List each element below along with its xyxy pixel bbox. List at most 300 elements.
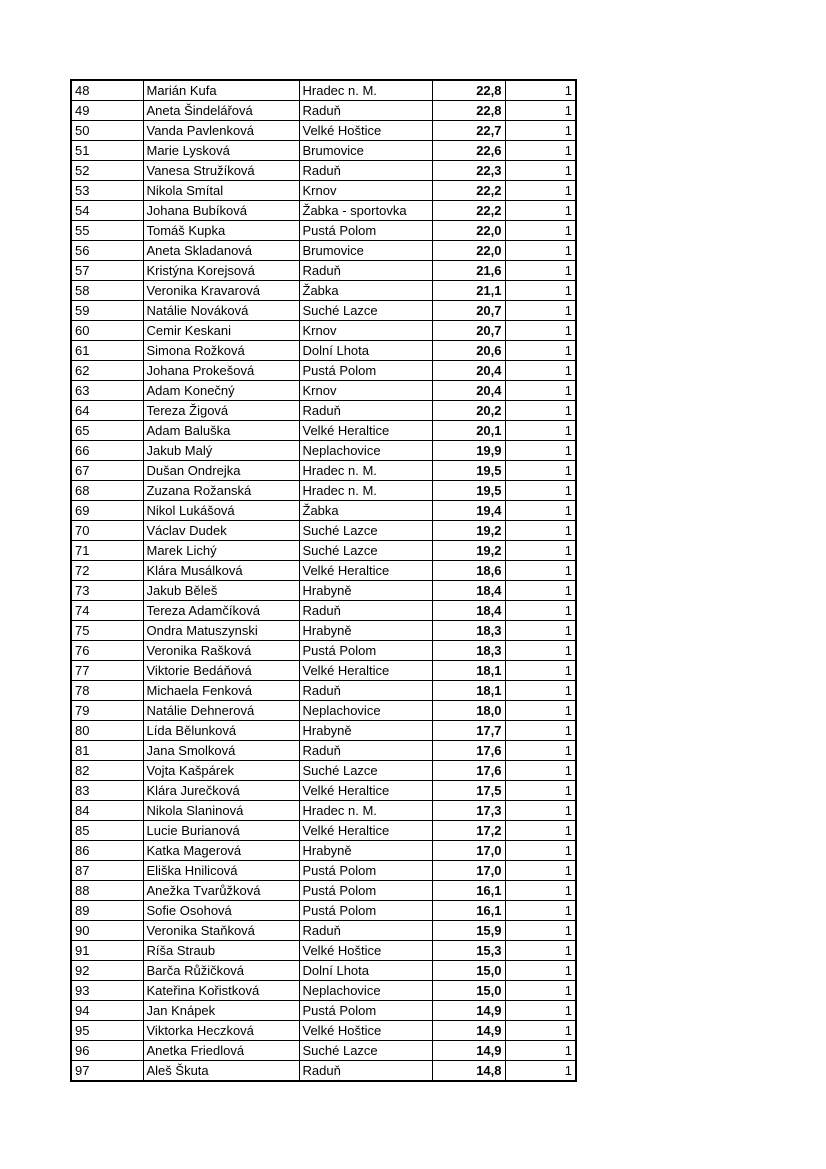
table-row xyxy=(71,121,576,141)
score-cell: 21,6 xyxy=(432,261,505,281)
rank-cell: 73 xyxy=(71,581,143,601)
name-cell: Vanesa Stružíková xyxy=(143,161,299,181)
rank-cell: 52 xyxy=(71,161,143,181)
results-table xyxy=(70,79,577,1082)
count-cell: 1 xyxy=(505,341,576,361)
table-row xyxy=(71,80,576,101)
club-cell: Raduň xyxy=(299,681,432,701)
score-cell: 18,3 xyxy=(432,621,505,641)
club-cell: Dolní Lhota xyxy=(299,961,432,981)
score-cell: 20,4 xyxy=(432,381,505,401)
score-cell: 14,9 xyxy=(432,1021,505,1041)
rank-cell: 50 xyxy=(71,121,143,141)
club-cell: Raduň xyxy=(299,261,432,281)
score-cell: 18,4 xyxy=(432,581,505,601)
table-row xyxy=(71,241,576,261)
table-row xyxy=(71,321,576,341)
table-row xyxy=(71,281,576,301)
club-cell: Pustá Polom xyxy=(299,881,432,901)
count-cell: 1 xyxy=(505,841,576,861)
rank-cell: 68 xyxy=(71,481,143,501)
rank-cell: 65 xyxy=(71,421,143,441)
rank-cell: 51 xyxy=(71,141,143,161)
table-row xyxy=(71,561,576,581)
count-cell: 1 xyxy=(505,221,576,241)
table-row xyxy=(71,861,576,881)
score-cell: 19,2 xyxy=(432,541,505,561)
rank-cell: 84 xyxy=(71,801,143,821)
rank-cell: 77 xyxy=(71,661,143,681)
score-cell: 20,1 xyxy=(432,421,505,441)
rank-cell: 61 xyxy=(71,341,143,361)
name-cell: Veronika Staňková xyxy=(143,921,299,941)
score-cell: 15,3 xyxy=(432,941,505,961)
score-cell: 14,9 xyxy=(432,1001,505,1021)
name-cell: Veronika Rašková xyxy=(143,641,299,661)
count-cell: 1 xyxy=(505,761,576,781)
score-cell: 19,2 xyxy=(432,521,505,541)
count-cell: 1 xyxy=(505,101,576,121)
name-cell: Ondra Matuszynski xyxy=(143,621,299,641)
score-cell: 20,2 xyxy=(432,401,505,421)
score-cell: 17,0 xyxy=(432,841,505,861)
name-cell: Jakub Malý xyxy=(143,441,299,461)
count-cell: 1 xyxy=(505,701,576,721)
club-cell: Neplachovice xyxy=(299,981,432,1001)
count-cell: 1 xyxy=(505,621,576,641)
count-cell: 1 xyxy=(505,381,576,401)
rank-cell: 63 xyxy=(71,381,143,401)
rank-cell: 83 xyxy=(71,781,143,801)
rank-cell: 55 xyxy=(71,221,143,241)
rank-cell: 81 xyxy=(71,741,143,761)
table-row xyxy=(71,981,576,1001)
table-row xyxy=(71,781,576,801)
rank-cell: 89 xyxy=(71,901,143,921)
table-row xyxy=(71,181,576,201)
club-cell: Velké Heraltice xyxy=(299,821,432,841)
table-row xyxy=(71,821,576,841)
score-cell: 17,2 xyxy=(432,821,505,841)
name-cell: Johana Prokešová xyxy=(143,361,299,381)
rank-cell: 59 xyxy=(71,301,143,321)
name-cell: Lucie Burianová xyxy=(143,821,299,841)
score-cell: 19,5 xyxy=(432,481,505,501)
score-cell: 14,8 xyxy=(432,1061,505,1082)
score-cell: 18,0 xyxy=(432,701,505,721)
name-cell: Cemir Keskani xyxy=(143,321,299,341)
rank-cell: 88 xyxy=(71,881,143,901)
table-row xyxy=(71,301,576,321)
club-cell: Raduň xyxy=(299,921,432,941)
club-cell: Raduň xyxy=(299,161,432,181)
table-row xyxy=(71,341,576,361)
rank-cell: 72 xyxy=(71,561,143,581)
rank-cell: 66 xyxy=(71,441,143,461)
score-cell: 18,3 xyxy=(432,641,505,661)
club-cell: Brumovice xyxy=(299,241,432,261)
score-cell: 19,9 xyxy=(432,441,505,461)
rank-cell: 56 xyxy=(71,241,143,261)
club-cell: Velké Hoštice xyxy=(299,1021,432,1041)
score-cell: 20,6 xyxy=(432,341,505,361)
club-cell: Pustá Polom xyxy=(299,221,432,241)
table-row xyxy=(71,521,576,541)
count-cell: 1 xyxy=(505,781,576,801)
name-cell: Zuzana Rožanská xyxy=(143,481,299,501)
club-cell: Velké Heraltice xyxy=(299,421,432,441)
score-cell: 16,1 xyxy=(432,901,505,921)
name-cell: Jana Smolková xyxy=(143,741,299,761)
rank-cell: 62 xyxy=(71,361,143,381)
rank-cell: 87 xyxy=(71,861,143,881)
name-cell: Aleš Škuta xyxy=(143,1061,299,1082)
name-cell: Lída Bělunková xyxy=(143,721,299,741)
name-cell: Veronika Kravarová xyxy=(143,281,299,301)
rank-cell: 90 xyxy=(71,921,143,941)
name-cell: Viktorie Bedáňová xyxy=(143,661,299,681)
count-cell: 1 xyxy=(505,881,576,901)
score-cell: 16,1 xyxy=(432,881,505,901)
club-cell: Žabka xyxy=(299,501,432,521)
club-cell: Velké Hoštice xyxy=(299,121,432,141)
name-cell: Nikola Slaninová xyxy=(143,801,299,821)
name-cell: Sofie Osohová xyxy=(143,901,299,921)
count-cell: 1 xyxy=(505,1001,576,1021)
name-cell: Anetka Friedlová xyxy=(143,1041,299,1061)
rank-cell: 69 xyxy=(71,501,143,521)
table-row xyxy=(71,261,576,281)
score-cell: 17,5 xyxy=(432,781,505,801)
count-cell: 1 xyxy=(505,80,576,101)
name-cell: Ríša Straub xyxy=(143,941,299,961)
club-cell: Raduň xyxy=(299,741,432,761)
table-row xyxy=(71,461,576,481)
table-row xyxy=(71,381,576,401)
count-cell: 1 xyxy=(505,901,576,921)
name-cell: Aneta Skladanová xyxy=(143,241,299,261)
name-cell: Vojta Kašpárek xyxy=(143,761,299,781)
name-cell: Viktorka Heczková xyxy=(143,1021,299,1041)
club-cell: Raduň xyxy=(299,601,432,621)
score-cell: 22,7 xyxy=(432,121,505,141)
rank-cell: 86 xyxy=(71,841,143,861)
rank-cell: 49 xyxy=(71,101,143,121)
table-row xyxy=(71,721,576,741)
count-cell: 1 xyxy=(505,641,576,661)
count-cell: 1 xyxy=(505,501,576,521)
club-cell: Suché Lazce xyxy=(299,1041,432,1061)
club-cell: Brumovice xyxy=(299,141,432,161)
club-cell: Hrabyně xyxy=(299,581,432,601)
name-cell: Barča Růžičková xyxy=(143,961,299,981)
count-cell: 1 xyxy=(505,261,576,281)
score-cell: 22,8 xyxy=(432,101,505,121)
name-cell: Marián Kufa xyxy=(143,80,299,101)
count-cell: 1 xyxy=(505,121,576,141)
name-cell: Adam Baluška xyxy=(143,421,299,441)
table-row xyxy=(71,101,576,121)
count-cell: 1 xyxy=(505,1021,576,1041)
table-row xyxy=(71,641,576,661)
club-cell: Suché Lazce xyxy=(299,761,432,781)
club-cell: Raduň xyxy=(299,401,432,421)
name-cell: Michaela Fenková xyxy=(143,681,299,701)
name-cell: Klára Jurečková xyxy=(143,781,299,801)
rank-cell: 70 xyxy=(71,521,143,541)
name-cell: Johana Bubíková xyxy=(143,201,299,221)
count-cell: 1 xyxy=(505,581,576,601)
count-cell: 1 xyxy=(505,401,576,421)
name-cell: Vanda Pavlenková xyxy=(143,121,299,141)
table-row xyxy=(71,1041,576,1061)
score-cell: 14,9 xyxy=(432,1041,505,1061)
score-cell: 22,8 xyxy=(432,80,505,101)
score-cell: 20,7 xyxy=(432,301,505,321)
count-cell: 1 xyxy=(505,1041,576,1061)
name-cell: Natálie Nováková xyxy=(143,301,299,321)
rank-cell: 74 xyxy=(71,601,143,621)
score-cell: 18,1 xyxy=(432,661,505,681)
name-cell: Jakub Běleš xyxy=(143,581,299,601)
rank-cell: 67 xyxy=(71,461,143,481)
rank-cell: 48 xyxy=(71,80,143,101)
club-cell: Velké Heraltice xyxy=(299,781,432,801)
table-row xyxy=(71,221,576,241)
rank-cell: 57 xyxy=(71,261,143,281)
count-cell: 1 xyxy=(505,681,576,701)
count-cell: 1 xyxy=(505,941,576,961)
score-cell: 17,6 xyxy=(432,761,505,781)
count-cell: 1 xyxy=(505,141,576,161)
club-cell: Pustá Polom xyxy=(299,861,432,881)
count-cell: 1 xyxy=(505,981,576,1001)
club-cell: Krnov xyxy=(299,381,432,401)
club-cell: Krnov xyxy=(299,181,432,201)
table-row xyxy=(71,681,576,701)
name-cell: Klára Musálková xyxy=(143,561,299,581)
count-cell: 1 xyxy=(505,441,576,461)
rank-cell: 53 xyxy=(71,181,143,201)
name-cell: Simona Rožková xyxy=(143,341,299,361)
club-cell: Hradec n. M. xyxy=(299,801,432,821)
rank-cell: 71 xyxy=(71,541,143,561)
name-cell: Adam Konečný xyxy=(143,381,299,401)
name-cell: Anežka Tvarůžková xyxy=(143,881,299,901)
table-row xyxy=(71,941,576,961)
rank-cell: 85 xyxy=(71,821,143,841)
count-cell: 1 xyxy=(505,661,576,681)
rank-cell: 60 xyxy=(71,321,143,341)
name-cell: Tomáš Kupka xyxy=(143,221,299,241)
club-cell: Velké Heraltice xyxy=(299,661,432,681)
club-cell: Velké Heraltice xyxy=(299,561,432,581)
count-cell: 1 xyxy=(505,821,576,841)
name-cell: Marie Lysková xyxy=(143,141,299,161)
score-cell: 19,5 xyxy=(432,461,505,481)
club-cell: Pustá Polom xyxy=(299,901,432,921)
table-row xyxy=(71,481,576,501)
name-cell: Kateřina Kořistková xyxy=(143,981,299,1001)
table-row xyxy=(71,581,576,601)
club-cell: Hrabyně xyxy=(299,621,432,641)
club-cell: Neplachovice xyxy=(299,701,432,721)
results-body xyxy=(71,80,576,1081)
club-cell: Hrabyně xyxy=(299,841,432,861)
name-cell: Eliška Hnilicová xyxy=(143,861,299,881)
count-cell: 1 xyxy=(505,801,576,821)
score-cell: 18,4 xyxy=(432,601,505,621)
table-row xyxy=(71,501,576,521)
score-cell: 17,6 xyxy=(432,741,505,761)
club-cell: Hradec n. M. xyxy=(299,80,432,101)
score-cell: 18,6 xyxy=(432,561,505,581)
rank-cell: 79 xyxy=(71,701,143,721)
club-cell: Raduň xyxy=(299,101,432,121)
count-cell: 1 xyxy=(505,301,576,321)
count-cell: 1 xyxy=(505,721,576,741)
count-cell: 1 xyxy=(505,601,576,621)
rank-cell: 80 xyxy=(71,721,143,741)
count-cell: 1 xyxy=(505,461,576,481)
score-cell: 17,7 xyxy=(432,721,505,741)
rank-cell: 75 xyxy=(71,621,143,641)
count-cell: 1 xyxy=(505,861,576,881)
rank-cell: 58 xyxy=(71,281,143,301)
table-row xyxy=(71,1061,576,1082)
club-cell: Neplachovice xyxy=(299,441,432,461)
count-cell: 1 xyxy=(505,241,576,261)
rank-cell: 93 xyxy=(71,981,143,1001)
score-cell: 22,2 xyxy=(432,181,505,201)
table-row xyxy=(71,161,576,181)
count-cell: 1 xyxy=(505,961,576,981)
club-cell: Suché Lazce xyxy=(299,521,432,541)
score-cell: 22,3 xyxy=(432,161,505,181)
rank-cell: 96 xyxy=(71,1041,143,1061)
club-cell: Pustá Polom xyxy=(299,1001,432,1021)
rank-cell: 64 xyxy=(71,401,143,421)
name-cell: Aneta Šindelářová xyxy=(143,101,299,121)
score-cell: 22,0 xyxy=(432,241,505,261)
table-row xyxy=(71,621,576,641)
table-row xyxy=(71,601,576,621)
count-cell: 1 xyxy=(505,741,576,761)
name-cell: Václav Dudek xyxy=(143,521,299,541)
table-row xyxy=(71,921,576,941)
table-row xyxy=(71,961,576,981)
table-row xyxy=(71,401,576,421)
rank-cell: 78 xyxy=(71,681,143,701)
score-cell: 22,2 xyxy=(432,201,505,221)
count-cell: 1 xyxy=(505,161,576,181)
table-row xyxy=(71,421,576,441)
rank-cell: 97 xyxy=(71,1061,143,1082)
name-cell: Jan Knápek xyxy=(143,1001,299,1021)
rank-cell: 82 xyxy=(71,761,143,781)
count-cell: 1 xyxy=(505,561,576,581)
club-cell: Raduň xyxy=(299,1061,432,1082)
table-row xyxy=(71,741,576,761)
rank-cell: 54 xyxy=(71,201,143,221)
count-cell: 1 xyxy=(505,1061,576,1082)
count-cell: 1 xyxy=(505,921,576,941)
table-row xyxy=(71,1021,576,1041)
club-cell: Pustá Polom xyxy=(299,361,432,381)
score-cell: 15,0 xyxy=(432,961,505,981)
rank-cell: 94 xyxy=(71,1001,143,1021)
count-cell: 1 xyxy=(505,281,576,301)
rank-cell: 95 xyxy=(71,1021,143,1041)
club-cell: Pustá Polom xyxy=(299,641,432,661)
count-cell: 1 xyxy=(505,201,576,221)
rank-cell: 92 xyxy=(71,961,143,981)
count-cell: 1 xyxy=(505,541,576,561)
club-cell: Krnov xyxy=(299,321,432,341)
name-cell: Tereza Adamčíková xyxy=(143,601,299,621)
name-cell: Katka Magerová xyxy=(143,841,299,861)
score-cell: 17,0 xyxy=(432,861,505,881)
score-cell: 22,6 xyxy=(432,141,505,161)
score-cell: 17,3 xyxy=(432,801,505,821)
club-cell: Suché Lazce xyxy=(299,301,432,321)
count-cell: 1 xyxy=(505,361,576,381)
score-cell: 20,7 xyxy=(432,321,505,341)
table-row xyxy=(71,141,576,161)
count-cell: 1 xyxy=(505,481,576,501)
club-cell: Velké Hoštice xyxy=(299,941,432,961)
score-cell: 20,4 xyxy=(432,361,505,381)
table-row xyxy=(71,801,576,821)
rank-cell: 91 xyxy=(71,941,143,961)
club-cell: Suché Lazce xyxy=(299,541,432,561)
name-cell: Dušan Ondrejka xyxy=(143,461,299,481)
score-cell: 15,0 xyxy=(432,981,505,1001)
name-cell: Tereza Žigová xyxy=(143,401,299,421)
club-cell: Hrabyně xyxy=(299,721,432,741)
name-cell: Kristýna Korejsová xyxy=(143,261,299,281)
table-row xyxy=(71,841,576,861)
club-cell: Žabka - sportovka xyxy=(299,201,432,221)
table-row xyxy=(71,441,576,461)
table-row xyxy=(71,661,576,681)
club-cell: Dolní Lhota xyxy=(299,341,432,361)
table-row xyxy=(71,881,576,901)
table-row xyxy=(71,361,576,381)
club-cell: Hradec n. M. xyxy=(299,461,432,481)
club-cell: Hradec n. M. xyxy=(299,481,432,501)
score-cell: 22,0 xyxy=(432,221,505,241)
table-row xyxy=(71,761,576,781)
score-cell: 18,1 xyxy=(432,681,505,701)
count-cell: 1 xyxy=(505,321,576,341)
score-cell: 15,9 xyxy=(432,921,505,941)
count-cell: 1 xyxy=(505,421,576,441)
table-row xyxy=(71,901,576,921)
count-cell: 1 xyxy=(505,521,576,541)
name-cell: Natálie Dehnerová xyxy=(143,701,299,721)
club-cell: Žabka xyxy=(299,281,432,301)
name-cell: Nikol Lukášová xyxy=(143,501,299,521)
name-cell: Nikola Smítal xyxy=(143,181,299,201)
table-row xyxy=(71,1001,576,1021)
table-row xyxy=(71,541,576,561)
rank-cell: 76 xyxy=(71,641,143,661)
table-row xyxy=(71,701,576,721)
name-cell: Marek Lichý xyxy=(143,541,299,561)
table-row xyxy=(71,201,576,221)
count-cell: 1 xyxy=(505,181,576,201)
